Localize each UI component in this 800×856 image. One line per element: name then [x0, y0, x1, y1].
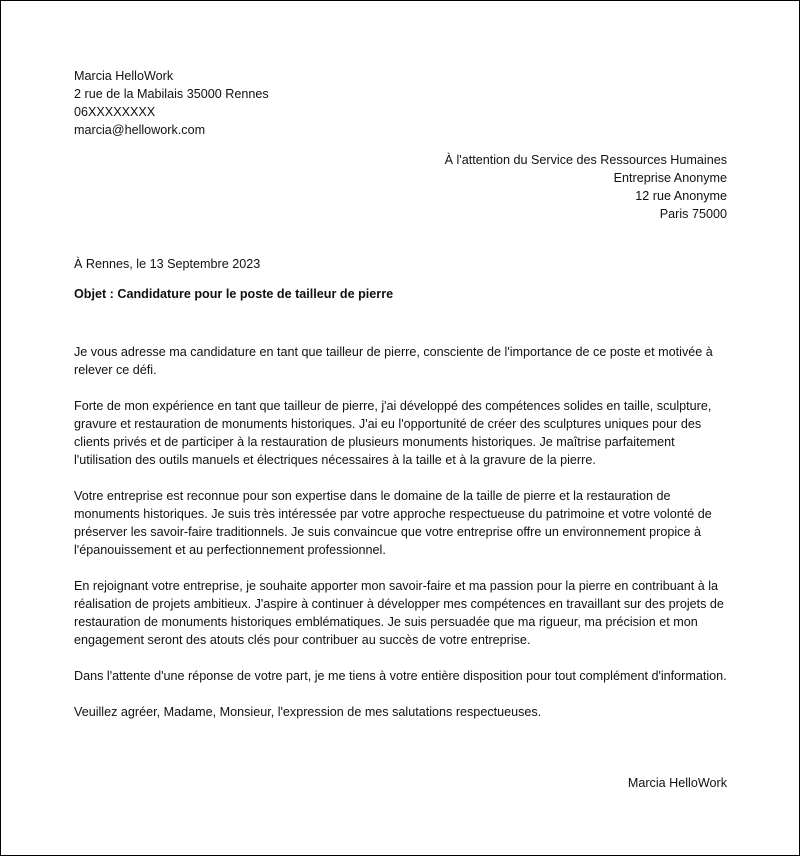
recipient-block: [445, 151, 727, 223]
body-paragraph: Je vous adresse ma candidature en tant que tailleur de pierre, consciente de l'importance de ce poste et motivée à relever ce défi.: [74, 345, 713, 377]
closing-paragraph: Veuillez agréer, Madame, Monsieur, l'expression de mes salutations respectueuses.: [74, 705, 542, 719]
recipient-company: Entreprise Anonyme: [613, 171, 727, 185]
body-paragraph: Votre entreprise est reconnue pour son expertise dans le domaine de la taille de pierre et la restauration de monuments historiques. Je suis très intéressée par votre approche respectueuse du patrimoine et votre volonté de préserver les savoir-faire traditionnels. Je suis convaincue que votre entreprise offre un environnement propice à l'épanouissement et au perfectionnement professionnel.: [74, 489, 712, 557]
body-paragraph: En rejoignant votre entreprise, je souhaite apporter mon savoir-faire et ma passion pour la pierre en contribuant à la réalisation de projets ambitieux. J'aspire à continuer à développer mes compétences en travaillant sur des projets de restauration de monuments historiques emblématiques. Je suis persuadée que ma rigueur, ma précision et mon engagement seront des atouts clés pour contribuer au succès de votre entreprise.: [74, 579, 724, 647]
signature: Marcia HelloWork: [627, 776, 727, 790]
sender-block: [74, 67, 269, 139]
sender-address: 2 rue de la Mabilais 35000 Rennes: [74, 87, 269, 101]
sender-phone: 06XXXXXXXX: [74, 105, 156, 119]
recipient-attention: À l'attention du Service des Ressources Humaines: [444, 153, 727, 167]
sender-name: Marcia HelloWork: [74, 69, 174, 83]
letter-subject: Objet : Candidature pour le poste de tailleur de pierre: [74, 287, 394, 301]
letter-body: [74, 343, 732, 739]
recipient-city: Paris 75000: [659, 207, 727, 221]
body-paragraph: Dans l'attente d'une réponse de votre part, je me tiens à votre entière disposition pour tout complément d'information.: [74, 669, 727, 683]
letter-date: À Rennes, le 13 Septembre 2023: [74, 257, 261, 271]
sender-email: marcia@hellowork.com: [74, 123, 206, 137]
recipient-street: 12 rue Anonyme: [635, 189, 727, 203]
body-paragraph: Forte de mon expérience en tant que tailleur de pierre, j'ai développé des compétences solides en taille, sculpture, gravure et restauration de monuments historiques. J'ai eu l'opportunité de créer des sculptures uniques pour des clients privés et de participer à la restauration de plusieurs monuments historiques. Je maîtrise parfaitement l'utilisation des outils manuels et électriques nécessaires à la taille et à la gravure de la pierre.: [74, 399, 712, 467]
